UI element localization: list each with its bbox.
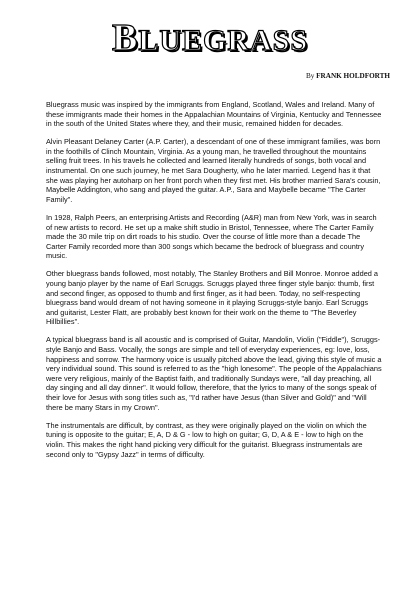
page-title (0, 16, 420, 60)
title-rest: LUEGRASS (138, 24, 309, 57)
byline-prefix: By (305, 72, 317, 80)
paragraph-1: Bluegrass music was inspired by the immigrants from England, Scotland, Wales and Ireland. Many of these immigrants made their homes in the Appalachian Mountains of Virginia, Kentucky and Tennessee in the south of the United States where they, and their music, remained hidden for decades. (46, 100, 382, 129)
paragraph-5: A typical bluegrass band is all acoustic and is comprised of Guitar, Mandolin, Violin ("Fiddle"), Scruggs-style Banjo and Bass. Vocally, the songs are simple and tell of everyday experiences, eg: love, loss, happiness and sorrow. The harmony voice is usually pitched above the lead, giving this style of music a very individual sound. This sound is referred to as the "high lonesome". The people of the Appalachians were very religious, mainly of the Baptist faith, and traditionally Sundays were, "all day preaching, all day singing and all day dinner". It would follow, therefore, that the lyrics to many of the songs speak of their love for Jesus with song titles such as, "I'd rather have Jesus (than Silver and Gold)" and "Will there be many Stars in my Crown". (46, 335, 382, 412)
paragraph-2: Alvin Pleasant Delaney Carter (A.P. Carter), a descendant of one of these immigrant families, was born in the foothills of Clinch Mountain, Virginia. As a young man, he travelled throughout the mountains selling fruit trees. In his travels he collected and learned literally hundreds of songs, both vocal and instrumental. On one such journey, he met Sara Dougherty, who he later married. Legend has it that she was playing her autoharp on her front porch when they first met. His brother married Sara's cousin, Maybelle Addington, who sang and played the guitar. A.P., Sara and Maybelle became "The Carter Family". (46, 137, 381, 204)
paragraph-6: The instrumentals are difficult, by contrast, as they were originally played on the violin on which the tuning is opposite to the guitar; E, A, D & G - low to high on guitar; G, D, A & E - low to high on the violin. This makes the right hand picking very difficult for the guitarist. Bluegrass instrumentals are second only to "Gypsy Jazz" in terms of difficulty. (46, 420, 367, 459)
title-initial: B (111, 17, 139, 59)
byline (306, 72, 390, 80)
article-body (46, 100, 382, 468)
paragraph-4: Other bluegrass bands followed, most notably, The Stanley Brothers and Bill Monroe. Monroe added a young banjo player by the name of Earl Scruggs. Scruggs played three finger style banjo: thumb, first and second finger, as opposed to thumb and first finger, as it had been. Today, no self-respecting bluegrass band would dream of not having someone in it playing Scruggs-style banjo. Earl Scruggs and guitarist, Lester Flatt, are probably best known for their work on the theme to "The Beverley Hillbillies". (46, 269, 379, 327)
paragraph-3: In 1928, Ralph Peers, an enterprising Artists and Recording (A&R) man from New York, was in search of new artists to record. He set up a make shift studio in Bristol, Tennessee, where The Carter Family made the 30 mile trip on dirt roads to his studio. Over the course of little more than a decade The Carter Family recorded more than 300 songs which became the bedrock of bluegrass and country music. (46, 212, 377, 261)
byline-author: FRANK HOLDFORTH (316, 72, 390, 80)
